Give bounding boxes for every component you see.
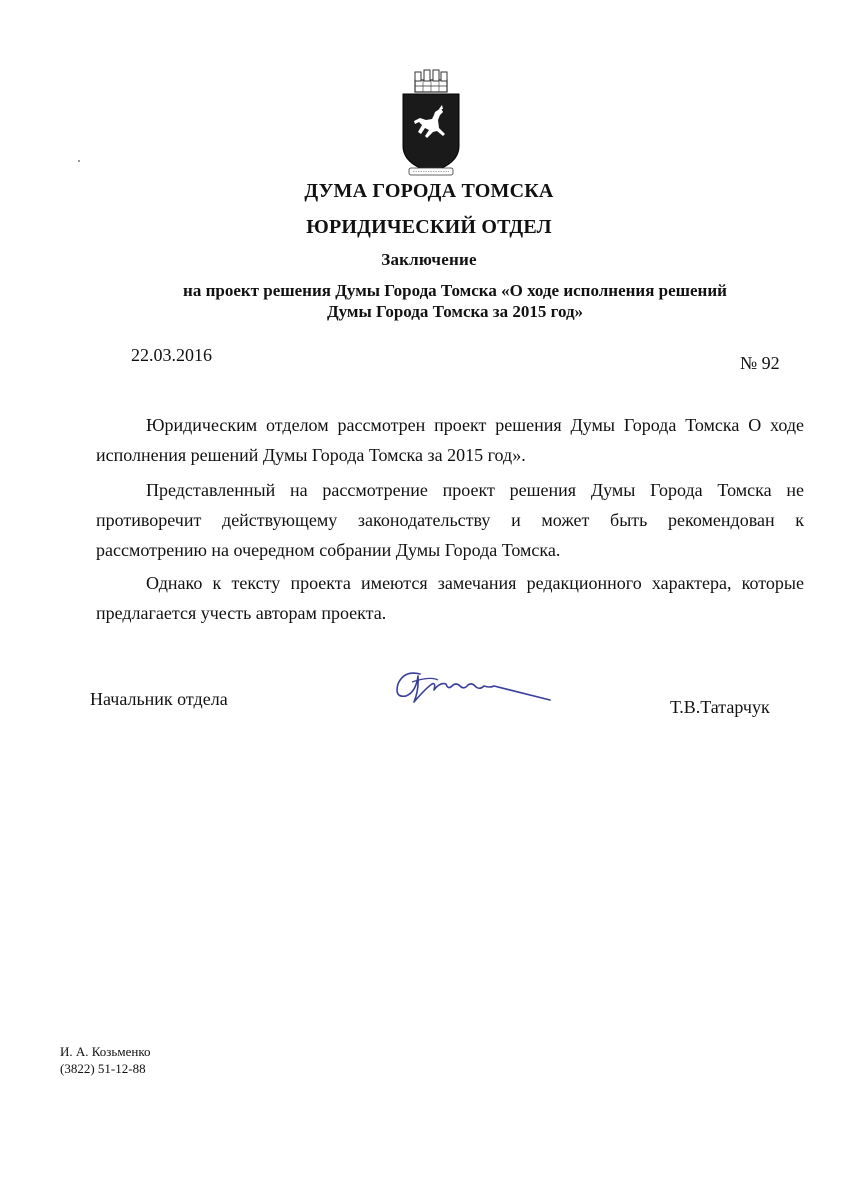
paragraph: Представленный на рассмотрение проект решения Думы Города Томска не противоречит действующему законодательству и может быть рекомендован к рассмотрению на очередном собрании Думы Города Томска. <box>96 480 804 560</box>
document-number: № 92 <box>740 353 780 373</box>
handwritten-signature <box>390 660 555 712</box>
executor-info <box>60 1043 150 1077</box>
paragraph: Однако к тексту проекта имеются замечания редакционного характера, которые предлагается учесть авторам проекта. <box>96 573 804 623</box>
paragraph: Юридическим отделом рассмотрен проект решения Думы Города Томска О ходе исполнения решений Думы Города Томска за 2015 год». <box>96 415 804 465</box>
executor-phone: (3822) 51-12-88 <box>60 1061 146 1076</box>
org-title: ДУМА ГОРОДА ТОМСКА <box>304 180 554 202</box>
crown-icon <box>415 70 447 92</box>
subject-line: Думы Города Томска за 2015 год» <box>326 302 584 321</box>
department-title: ЮРИДИЧЕСКИЙ ОТДЕЛ <box>306 216 552 238</box>
city-emblem-icon <box>395 68 467 180</box>
executor-name: И. А. Козьменко <box>60 1044 151 1059</box>
subject-line: на проект решения Думы Города Томска «О ходе исполнения решений <box>183 281 727 300</box>
signer-name: Т.В.Татарчук <box>670 697 770 717</box>
signer-position: Начальник отдела <box>90 689 228 709</box>
document-subject <box>140 280 770 322</box>
document-date: 22.03.2016 <box>131 345 212 365</box>
document-type: Заключение <box>381 250 477 269</box>
scan-speck <box>78 160 80 162</box>
